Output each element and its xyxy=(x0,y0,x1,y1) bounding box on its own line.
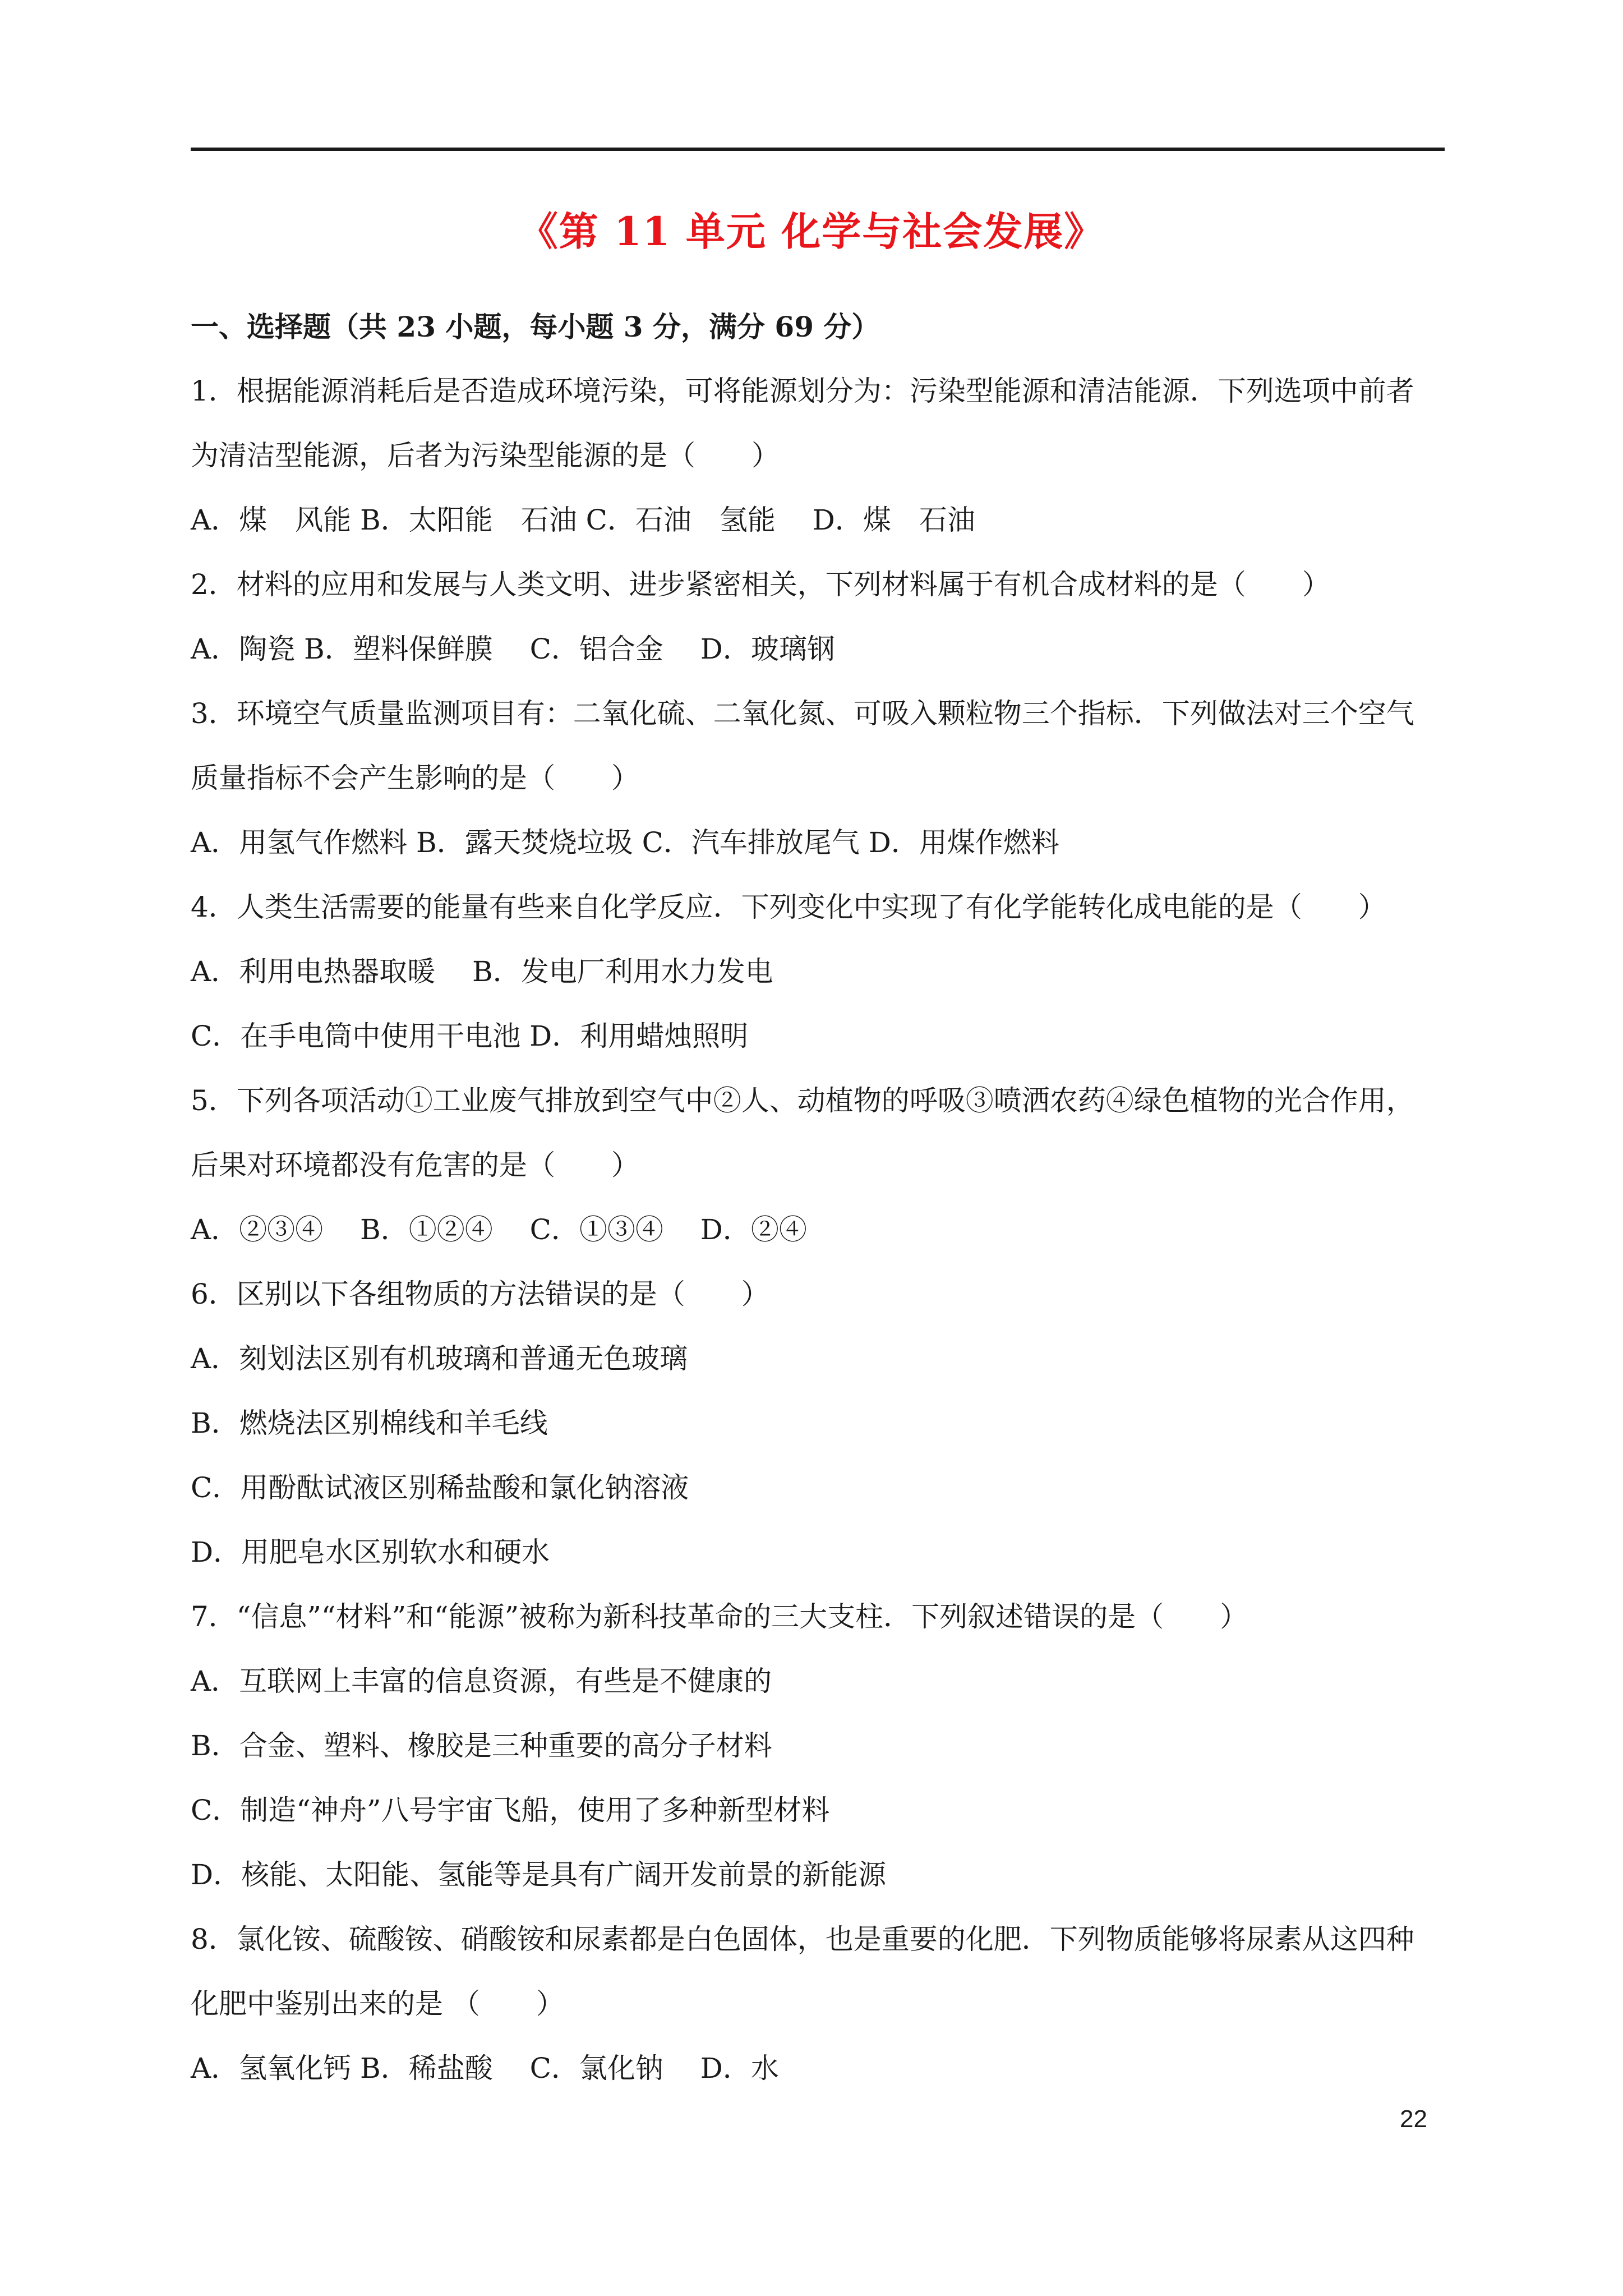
answer-option: A．互联网上丰富的信息资源，有些是不健康的 xyxy=(191,1665,772,1697)
text-line: 4．人类生活需要的能量有些来自化学反应．下列变化中实现了有化学能转化成电能的是（ ） xyxy=(191,891,1386,923)
text-line: 化肥中鉴别出来的是 （ ） xyxy=(191,1987,564,2020)
text-line: 5．下列各项活动①工业废气排放到空气中②人、动植物的呼吸③喷洒农药④绿色植物的光合作用， xyxy=(191,1084,1414,1117)
text-line: 1．根据能源消耗后是否造成环境污染，可将能源划分为：污染型能源和清洁能源．下列选项中前者 xyxy=(191,375,1414,407)
answer-option: C．用酚酞试液区别稀盐酸和氯化钠溶液 xyxy=(191,1471,689,1504)
answer-options: A．氢氧化钙 B．稀盐酸 C．氯化钠 D．水 xyxy=(191,2052,779,2085)
answer-option: B．燃烧法区别棉线和羊毛线 xyxy=(191,1407,548,1439)
text-line: 为清洁型能源，后者为污染型能源的是（ ） xyxy=(191,439,780,472)
answer-options: A．②③④ B．①②④ C．①③④ D．②④ xyxy=(191,1213,807,1246)
text-line: 3．环境空气质量监测项目有：二氧化硫、二氧化氮、可吸入颗粒物三个指标．下列做法对三个空气 xyxy=(191,697,1414,730)
answer-option: D．用肥皂水区别软水和硬水 xyxy=(191,1536,550,1568)
text-line: 质量指标不会产生影响的是（ ） xyxy=(191,762,639,794)
answer-option: A．刻划法区别有机玻璃和普通无色玻璃 xyxy=(191,1342,688,1375)
document-title: 《第 11 单元 化学与社会发展》 xyxy=(518,208,1105,255)
question-body xyxy=(191,295,1445,2101)
text-line: 2．材料的应用和发展与人类文明、进步紧密相关，下列材料属于有机合成材料的是（ ） xyxy=(191,568,1330,601)
answer-options: A．陶瓷 B．塑料保鲜膜 C．铝合金 D．玻璃钢 xyxy=(191,633,835,665)
text-line: 后果对环境都没有危害的是（ ） xyxy=(191,1149,639,1181)
answer-option: D．核能、太阳能、氢能等是具有广阔开发前景的新能源 xyxy=(191,1858,887,1891)
answer-option: C．制造“神舟”八号宇宙飞船，使用了多种新型材料 xyxy=(191,1794,830,1826)
text-line: 7．“信息”“材料”和“能源”被称为新科技革命的三大支柱．下列叙述错误的是（ ） xyxy=(191,1600,1248,1633)
text-line: 8．氯化铵、硫酸铵、硝酸铵和尿素都是白色固体，也是重要的化肥．下列物质能够将尿素从这四种 xyxy=(191,1923,1414,1955)
answer-options: C．在手电筒中使用干电池 D．利用蜡烛照明 xyxy=(191,1020,749,1052)
text-line: 6．区别以下各组物质的方法错误的是（ ） xyxy=(191,1278,769,1310)
section-heading: 一、选择题（共 23 小题，每小题 3 分，满分 69 分） xyxy=(191,310,880,343)
answer-options: A．煤 风能 B．太阳能 石油 C．石油 氢能 D．煤 石油 xyxy=(191,504,975,536)
answer-option: B．合金、塑料、橡胶是三种重要的高分子材料 xyxy=(191,1729,772,1762)
answer-options: A．利用电热器取暖 B．发电厂利用水力发电 xyxy=(191,955,773,988)
answer-options: A．用氢气作燃料 B．露天焚烧垃圾 C．汽车排放尾气 D．用煤作燃料 xyxy=(191,826,1059,859)
header-rule xyxy=(191,148,1445,151)
page-number: 22 xyxy=(1400,2105,1427,2133)
